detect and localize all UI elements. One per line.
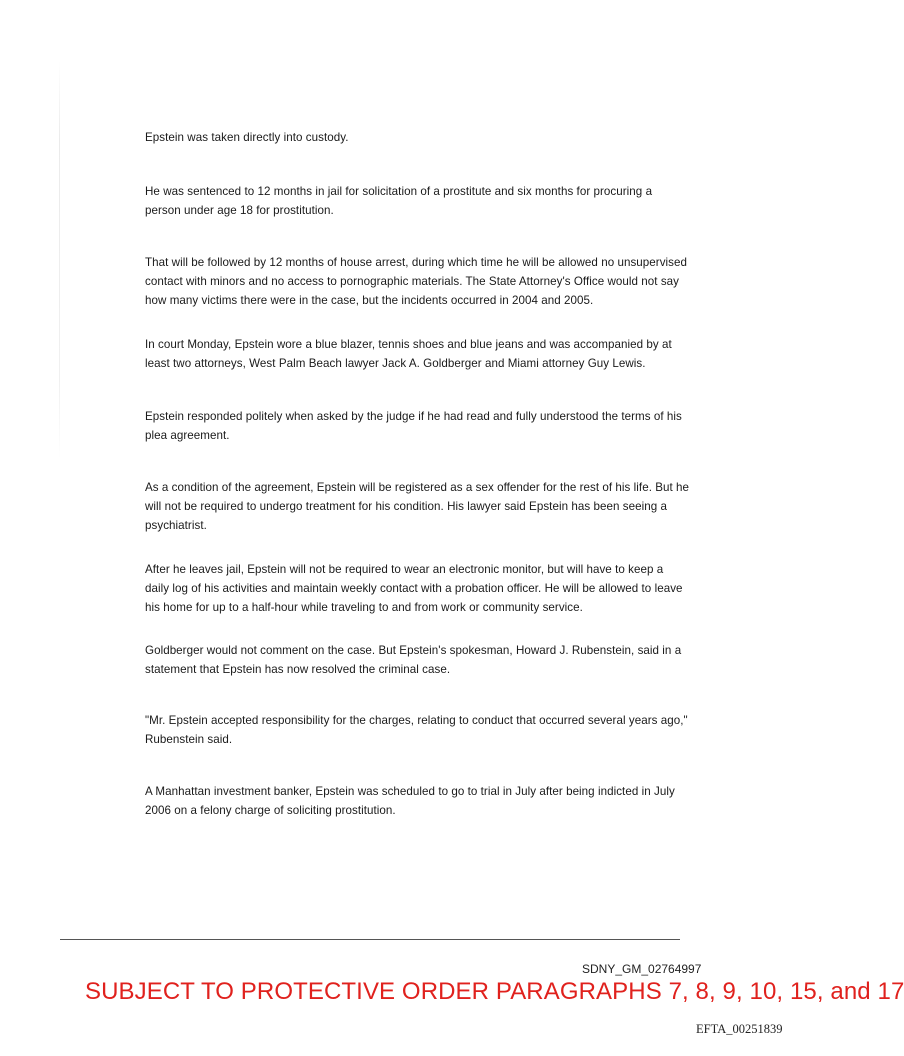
article-paragraph: That will be followed by 12 months of house arrest, during which time he will be allowed no unsupervised contact with minors and no access to pornographic materials. The State Attorney's Office would not say how many victims there were in the case, but the incidents occurred in 2004 and 2005. <box>145 256 688 307</box>
article-paragraph: Epstein was taken directly into custody. <box>145 131 349 144</box>
scan-edge-artifact <box>59 60 60 460</box>
article-paragraph: "Mr. Epstein accepted responsibility for the charges, relating to conduct that occurred several years ago," Rubenstein said. <box>145 714 688 746</box>
article-paragraph: As a condition of the agreement, Epstein will be registered as a sex offender for the rest of his life. But he will not be required to undergo treatment for his condition. His lawyer said Epstein has been seeing a psychiatrist. <box>145 481 690 532</box>
protective-order-notice: SUBJECT TO PROTECTIVE ORDER PARAGRAPHS 7, 8, 9, 10, 15, and 17 <box>85 978 904 1005</box>
efta-number: EFTA_00251839 <box>696 1022 783 1036</box>
bates-number: SDNY_GM_02764997 <box>582 962 702 976</box>
article-paragraph: In court Monday, Epstein wore a blue blazer, tennis shoes and blue jeans and was accompanied by at least two attorneys, West Palm Beach lawyer Jack A. Goldberger and Miami attorney Guy Lewis. <box>145 338 672 370</box>
article-paragraph: Epstein responded politely when asked by the judge if he had read and fully understood the terms of his plea agreement. <box>145 410 682 442</box>
article-paragraph: He was sentenced to 12 months in jail for solicitation of a prostitute and six months for procuring a person under age 18 for prostitution. <box>145 185 653 217</box>
footer-divider <box>60 939 680 940</box>
article-paragraph: Goldberger would not comment on the case. But Epstein's spokesman, Howard J. Rubenstein, said in a statement that Epstein has now resolved the criminal case. <box>145 644 682 676</box>
article-paragraph: After he leaves jail, Epstein will not be required to wear an electronic monitor, but will have to keep a daily log of his activities and maintain weekly contact with a probation officer. He will be allowed to leave his home for up to a half-hour while traveling to and from work or community service. <box>145 563 683 614</box>
article-paragraph: A Manhattan investment banker, Epstein was scheduled to go to trial in July after being indicted in July 2006 on a felony charge of soliciting prostitution. <box>145 785 675 817</box>
